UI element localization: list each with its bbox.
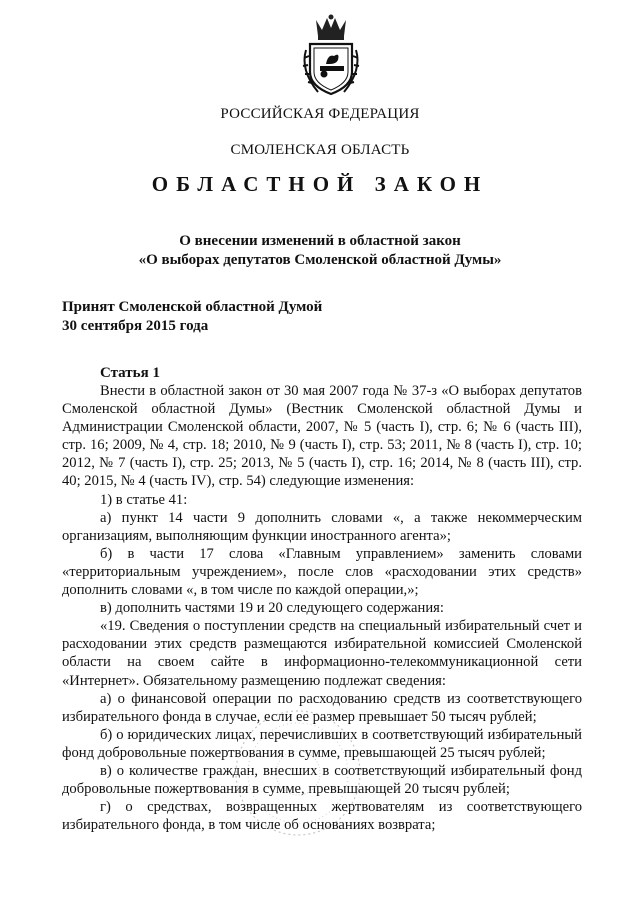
adoption-date: 30 сентября 2015 года: [62, 318, 209, 334]
paragraph: а) о финансовой операции по расходованию средств из соответствующего избирательного фонда в случае, если ее размер превышает 50 тысяч рублей;: [62, 690, 582, 725]
law-title-line-1: О внесении изменений в областной закон: [179, 233, 461, 249]
document-type-heading: ОБЛАСТНОЙ ЗАКОН: [151, 172, 489, 196]
adoption-body: Принят Смоленской областной Думой: [62, 299, 323, 315]
official-seal-stamp-icon: [228, 698, 368, 848]
paragraph: Внести в областной закон от 30 мая 2007 года № 37-з «О выборах депутатов Смоленской областной Думы» (Вестник Смоленской областной Думы и Администрации Смоленской области, 2007, № 5 (часть I), стр. 6; № 6 (часть III), стр. 16; 2009, № 4, стр. 18; 2010, № 9 (часть I), стр. 53; 2011, № 8 (часть I), стр. 10; 2012, № 7 (часть I), стр. 25; 2013, № 5 (часть I), стр. 16; 2014, № 8 (часть III), стр. 40; 2015, № 4 (часть IV), стр. 54) следующие изменения:: [62, 383, 582, 490]
paragraph: в) дополнить частями 19 и 20 следующего содержания:: [100, 600, 444, 617]
article-heading: Статья 1: [100, 365, 160, 381]
paragraph: г) о средствах, возвращенных жертвователям из соответствующего избирательного фонда, в том числе об основаниях возврата;: [62, 799, 582, 834]
paragraph: б) о юридических лицах, перечисливших в соответствующий избирательный фонд добровольные пожертвования в сумме, превышающей 25 тысяч рублей;: [62, 726, 582, 761]
law-title-line-2: «О выборах депутатов Смоленской областной Думы»: [138, 252, 502, 268]
paragraph: а) пункт 14 части 9 дополнить словами «, а также некоммерческим организациям, выполняющим функции иностранного агента»;: [62, 509, 582, 544]
region-heading: СМОЛЕНСКАЯ ОБЛАСТЬ: [230, 142, 410, 158]
law-title: [0, 232, 640, 270]
paragraph: 1) в статье 41:: [100, 491, 188, 508]
adoption-info: [62, 298, 322, 336]
paragraph: в) о количестве граждан, внесших в соответствующий избирательный фонд добровольные пожертвования в сумме, превышающей 20 тысяч рублей;: [62, 762, 582, 798]
paragraph: б) в части 17 слова «Главным управлением» заменить словами «территориальным учреждением», после слов «расходовании этих средств» дополнить словами «, в том числе по каждой операции,»;: [62, 545, 582, 599]
smolensk-coat-of-arms-icon: [296, 14, 366, 98]
country-heading: РОССИЙСКАЯ ФЕДЕРАЦИЯ: [220, 106, 420, 122]
paragraph: «19. Сведения о поступлении средств на специальный избирательный счет и расходовании этих средств размещаются избирательной комиссией Смоленской области на своем сайте в информационно-телекоммуникационной сети «Интернет». Обязательному размещению подлежат сведения:: [62, 618, 582, 689]
